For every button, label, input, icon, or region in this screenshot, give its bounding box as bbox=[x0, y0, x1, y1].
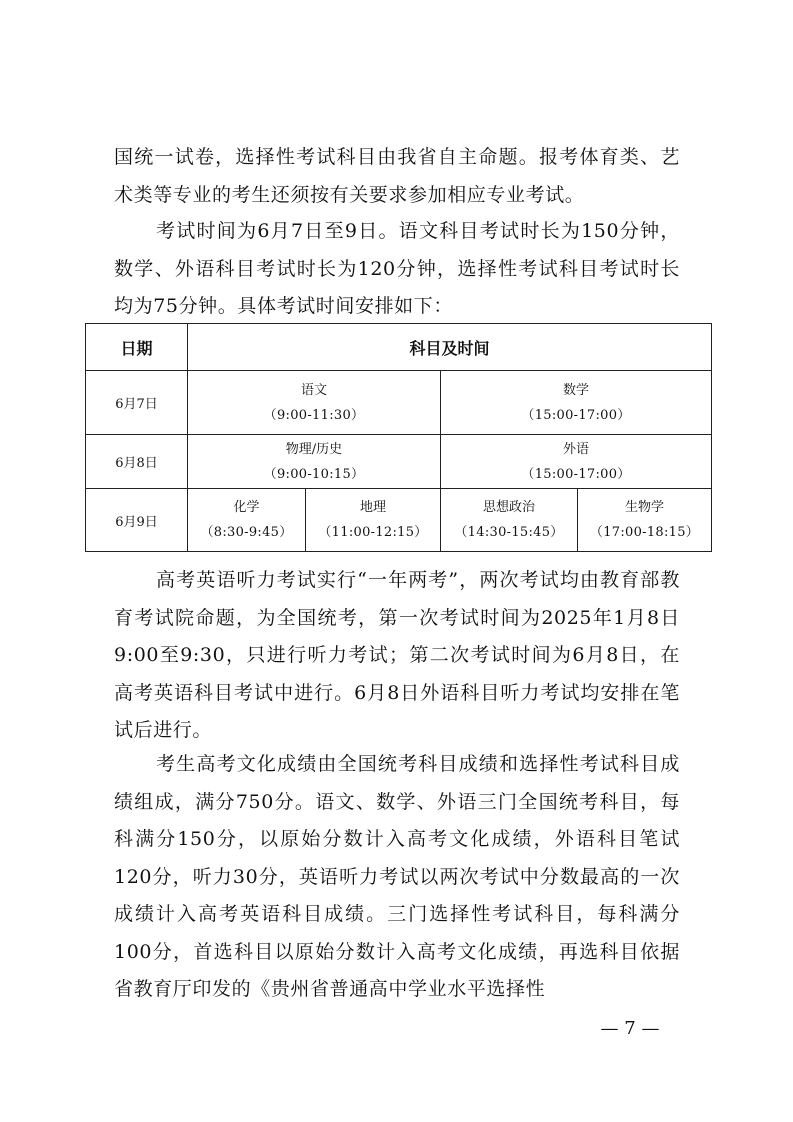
subject-time: （15:00-17:00） bbox=[521, 407, 631, 423]
subject-cell bbox=[578, 489, 712, 552]
subject-name: 数学 bbox=[563, 382, 590, 398]
paragraph-score-composition: 考生高考文化成绩由全国统考科目成绩和选择性考试科目成绩组成，满分750分。语文、数学、外语三门全国统考科目，每科满分150分，以原始分数计入高考文化成绩，外语科目笔试120分，听力30分，英语听力考试以两次考试中分数最高的一次成绩计入高考英语科目成绩。三门选择性考试科目，每科满分100分，首选科目以原始分数计入高考文化成绩，再选科目依据省教育厅印发的《贵州省普通高中学业水平选择性 bbox=[114, 753, 680, 1000]
subject-time: （17:00-18:15） bbox=[589, 525, 700, 540]
table-row bbox=[86, 371, 712, 435]
subject-time: （9:00-10:15） bbox=[263, 466, 365, 482]
date-cell: 6月9日 bbox=[86, 489, 188, 552]
subject-time: （9:00-11:30） bbox=[263, 407, 365, 423]
subject-name: 地理 bbox=[359, 500, 386, 515]
header-subjects: 科目及时间 bbox=[188, 324, 712, 371]
paragraph-exam-subjects: 国统一试卷，选择性考试科目由我省自主命题。报考体育类、艺术类等专业的考生还须按有关要求参加相应专业考试。 bbox=[114, 146, 680, 206]
paragraph-listening-exam: 高考英语听力考试实行“一年两考”，两次考试均由教育部教育考试院命题，为全国统考，第一次考试时间为2025年1月8日9:00至9:30，只进行听力考试；第二次考试时间为6月8日，在高考英语科目考试中进行。6月8日外语科目听力考试均安排在笔试后进行。 bbox=[114, 569, 680, 741]
subject-cell bbox=[441, 371, 712, 435]
subject-time: （14:30-15:45） bbox=[454, 525, 564, 540]
subject-name: 外语 bbox=[563, 441, 590, 457]
paragraph-exam-time: 考试时间为6月7日至9日。语文科目考试时长为150分钟，数学、外语科目考试时长为120分钟，选择性考试科目考试时长均为75分钟。具体考试时间安排如下： bbox=[114, 220, 680, 317]
subject-name: 生物学 bbox=[625, 500, 665, 515]
date-cell: 6月8日 bbox=[86, 435, 188, 489]
date-cell: 6月7日 bbox=[86, 371, 188, 435]
subject-cell bbox=[306, 489, 441, 552]
subject-cell bbox=[188, 435, 441, 489]
exam-schedule-table bbox=[85, 323, 712, 552]
subject-cell bbox=[441, 489, 578, 552]
subject-time: （15:00-17:00） bbox=[521, 466, 631, 482]
subject-cell bbox=[188, 371, 441, 435]
subject-name: 化学 bbox=[233, 500, 260, 515]
subject-name: 物理/历史 bbox=[285, 441, 343, 457]
table-header-row bbox=[86, 324, 712, 371]
header-date: 日期 bbox=[86, 324, 188, 371]
subject-name: 思想政治 bbox=[482, 500, 535, 515]
subject-cell bbox=[188, 489, 306, 552]
subject-time: （11:00-12:15） bbox=[318, 525, 428, 540]
table-row bbox=[86, 489, 712, 552]
page-number: — 7 — bbox=[600, 1018, 660, 1039]
subject-time: （8:30-9:45） bbox=[200, 525, 293, 540]
subject-cell bbox=[441, 435, 712, 489]
table-row bbox=[86, 435, 712, 489]
subject-name: 语文 bbox=[300, 382, 327, 398]
